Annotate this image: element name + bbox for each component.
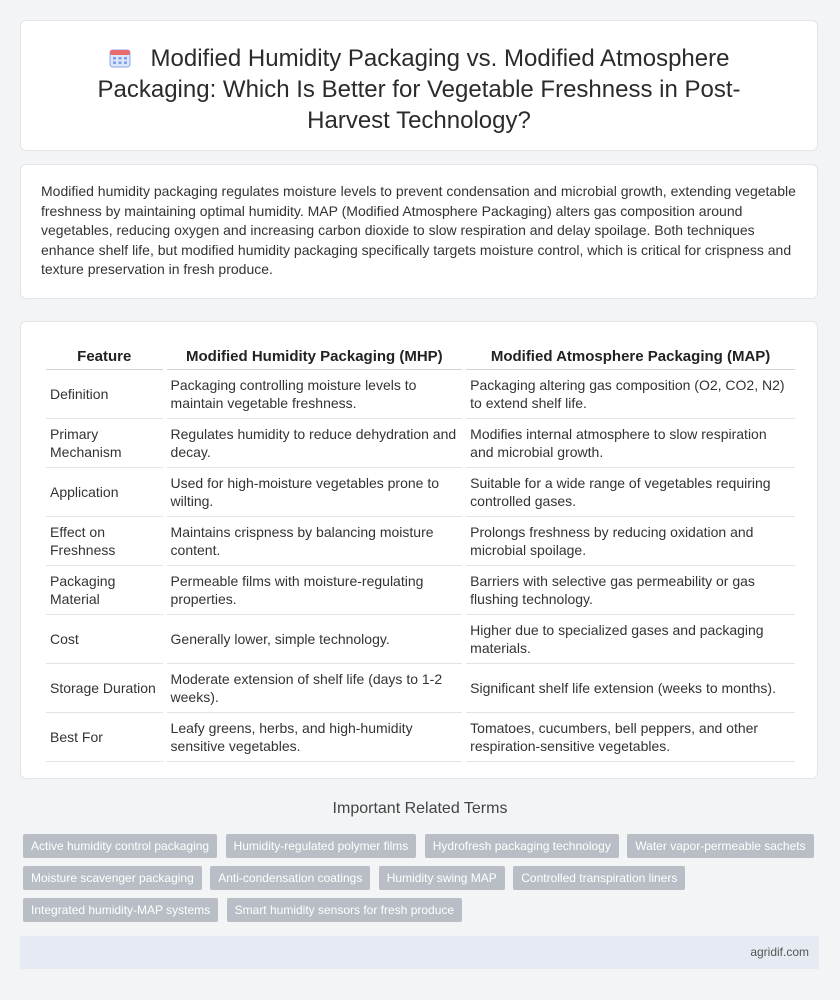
row-map: Prolongs freshness by reducing oxidation and microbial spoilage. (466, 517, 795, 566)
comparison-table (42, 341, 799, 762)
row-mhp: Packaging controlling moisture levels to maintain vegetable freshness. (167, 370, 463, 419)
related-term-tag[interactable]: Humidity-regulated polymer films (226, 834, 417, 858)
table-row (46, 615, 795, 664)
page-title (21, 21, 817, 136)
related-term-tag[interactable]: Anti-condensation coatings (210, 866, 370, 890)
row-feature: Application (46, 468, 163, 517)
related-term-tag[interactable]: Water vapor-permeable sachets (627, 834, 813, 858)
row-mhp: Permeable films with moisture-regulating properties. (167, 566, 463, 615)
table-row (46, 468, 795, 517)
row-mhp: Leafy greens, herbs, and high-humidity sensitive vegetables. (167, 713, 463, 762)
row-map: Modifies internal atmosphere to slow respiration and microbial growth. (466, 419, 795, 468)
row-map: Higher due to specialized gases and packaging materials. (466, 615, 795, 664)
related-term-tag[interactable]: Hydrofresh packaging technology (425, 834, 619, 858)
calendar-icon (109, 48, 131, 68)
row-feature: Definition (46, 370, 163, 419)
row-feature: Primary Mechanism (46, 419, 163, 468)
row-feature: Packaging Material (46, 566, 163, 615)
footer (20, 936, 819, 969)
row-mhp: Regulates humidity to reduce dehydration and decay. (167, 419, 463, 468)
row-map: Tomatoes, cucumbers, bell peppers, and other respiration-sensitive vegetables. (466, 713, 795, 762)
table-row (46, 419, 795, 468)
related-term-tag[interactable]: Moisture scavenger packaging (23, 866, 202, 890)
related-terms-title: Important Related Terms (332, 800, 508, 817)
row-map: Significant shelf life extension (weeks to months). (466, 664, 795, 713)
table-header-row (46, 341, 795, 370)
row-map: Barriers with selective gas permeability or gas flushing technology. (466, 566, 795, 615)
related-term-tag[interactable]: Active humidity control packaging (23, 834, 217, 858)
table-row (46, 566, 795, 615)
intro-paragraph: Modified humidity packaging regulates moisture levels to prevent condensation and microbial growth, extending vegetable freshness by maintaining optimal humidity. MAP (Modified Atmosphere Packaging) alters gas composition around vegetables, reducing oxygen and increasing carbon dioxide to slow respiration and delay spoilage. Both techniques enhance shelf life, but modified humidity packaging specifically targets moisture control, which is critical for crispness and texture preservation in fresh produce. (41, 183, 796, 277)
page-title-text: Modified Humidity Packaging vs. Modified Atmosphere Packaging: Which Is Better for Vegetable Freshness in Post-Harvest Technology? (97, 45, 741, 134)
related-term-tag[interactable]: Integrated humidity-MAP systems (23, 898, 218, 922)
title-card (20, 20, 818, 151)
row-mhp: Maintains crispness by balancing moisture content. (167, 517, 463, 566)
row-map: Packaging altering gas composition (O2, CO2, N2) to extend shelf life. (466, 370, 795, 419)
related-term-tag[interactable]: Controlled transpiration liners (513, 866, 685, 890)
row-feature: Effect on Freshness (46, 517, 163, 566)
row-mhp: Used for high-moisture vegetables prone to wilting. (167, 468, 463, 517)
header-map: Modified Atmosphere Packaging (MAP) (466, 341, 795, 370)
footer-site-link[interactable]: agridif.com (750, 945, 809, 959)
table-row (46, 713, 795, 762)
related-term-tag[interactable]: Smart humidity sensors for fresh produce (227, 898, 462, 922)
related-term-tag[interactable]: Humidity swing MAP (379, 866, 505, 890)
row-feature: Best For (46, 713, 163, 762)
table-row (46, 517, 795, 566)
intro-card (20, 164, 818, 299)
row-mhp: Moderate extension of shelf life (days to 1-2 weeks). (167, 664, 463, 713)
row-mhp: Generally lower, simple technology. (167, 615, 463, 664)
header-mhp: Modified Humidity Packaging (MHP) (167, 341, 463, 370)
table-row (46, 664, 795, 713)
comparison-card (20, 321, 818, 779)
table-row (46, 370, 795, 419)
header-feature: Feature (46, 341, 163, 370)
row-map: Suitable for a wide range of vegetables requiring controlled gases. (466, 468, 795, 517)
related-terms-list (23, 834, 823, 930)
row-feature: Storage Duration (46, 664, 163, 713)
row-feature: Cost (46, 615, 163, 664)
